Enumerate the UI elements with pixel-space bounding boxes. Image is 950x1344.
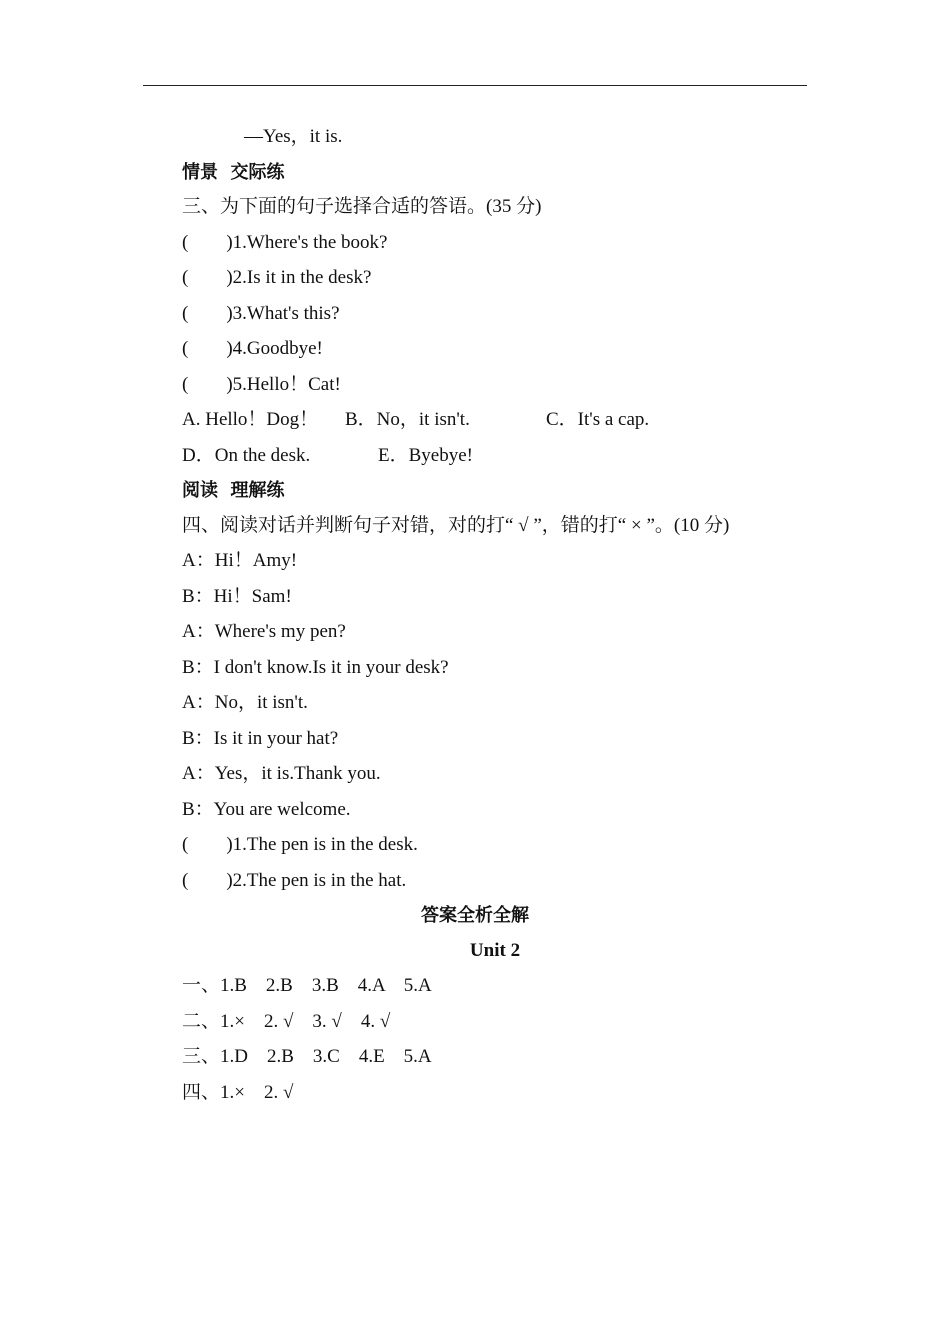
part4-statement-1: ( )1.The pen is in the desk. [182, 834, 418, 855]
answer-line-4: 四、1.× 2. √ [182, 1082, 294, 1103]
header-rule [143, 85, 807, 86]
part3-option-e: E．Byebye! [378, 445, 473, 466]
dialogue-line-7: A：Yes，it is.Thank you. [182, 763, 381, 784]
dialogue-line-3: A：Where's my pen? [182, 621, 346, 642]
part4-instruction: 四、阅读对话并判断句子对错，对的打“ √ ”，错的打“ × ”。(10 分) [182, 515, 730, 536]
part3-question-4: ( )4.Goodbye! [182, 338, 323, 359]
answers-unit: Unit 2 [469, 940, 521, 961]
part3-option-b: B．No，it isn't. [345, 409, 470, 430]
section-heading-reading: 阅读 理解练 [182, 480, 285, 501]
dialogue-line-8: B：You are welcome. [182, 799, 351, 820]
dialogue-line-6: B：Is it in your hat? [182, 728, 339, 749]
dialogue-line-4: B：I don't know.Is it in your desk? [182, 657, 449, 678]
dialogue-line-5: A：No，it isn't. [182, 692, 308, 713]
dialogue-tail: —Yes，it is. [244, 126, 343, 147]
dialogue-line-2: B：Hi！Sam! [182, 586, 292, 607]
part3-instruction: 三、为下面的句子选择合适的答语。(35 分) [182, 196, 542, 217]
answer-line-3: 三、1.D 2.B 3.C 4.E 5.A [182, 1046, 432, 1067]
part3-question-3: ( )3.What's this? [182, 303, 340, 324]
section-heading-situational: 情景 交际练 [182, 162, 285, 183]
answer-line-2: 二、1.× 2. √ 3. √ 4. √ [182, 1011, 391, 1032]
part3-option-a: A. Hello！Dog！ [182, 409, 319, 430]
part3-option-c: C．It's a cap. [546, 409, 650, 430]
part3-option-d: D．On the desk. [182, 445, 311, 466]
answers-title: 答案全析全解 [421, 905, 529, 926]
answer-line-1: 一、1.B 2.B 3.B 4.A 5.A [182, 975, 432, 996]
part3-question-2: ( )2.Is it in the desk? [182, 267, 372, 288]
part3-question-1: ( )1.Where's the book? [182, 232, 388, 253]
part3-question-5: ( )5.Hello！Cat! [182, 374, 341, 395]
dialogue-line-1: A：Hi！Amy! [182, 550, 298, 571]
part4-statement-2: ( )2.The pen is in the hat. [182, 870, 407, 891]
